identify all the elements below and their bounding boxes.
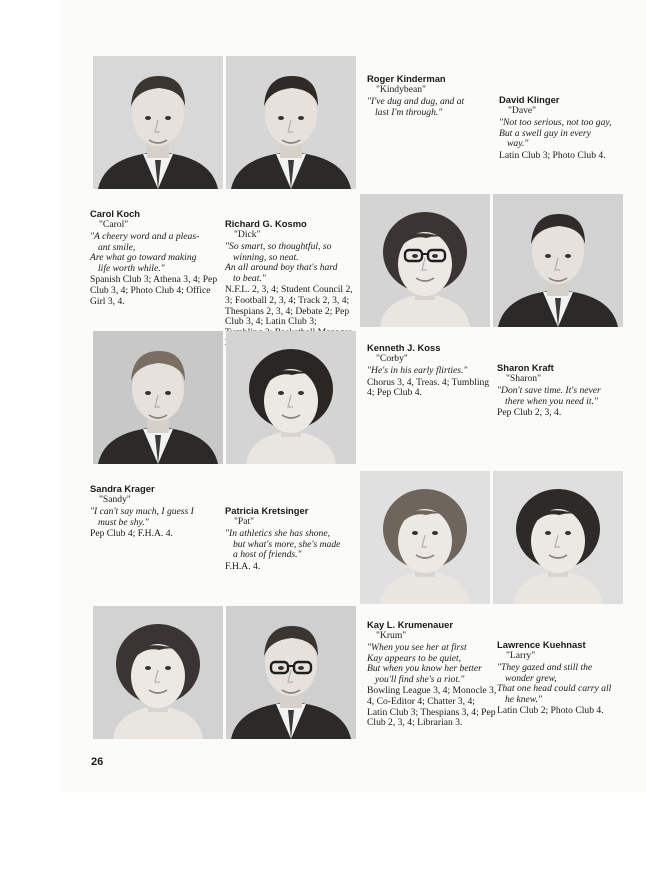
student-name: Richard G. Kosmo xyxy=(225,218,307,229)
photo-kretsinger xyxy=(493,471,623,604)
photo-koch xyxy=(360,194,490,327)
student-nickname: "Carol" xyxy=(99,218,129,230)
quote-line: "Don't save time. It's never xyxy=(497,385,601,397)
student-activities: Latin Club 3; Photo Club 4. xyxy=(499,149,606,161)
student-name: Kenneth J. Koss xyxy=(367,342,441,353)
entry-kuehnast xyxy=(497,640,629,717)
photo-klinger xyxy=(226,56,356,189)
student-name: Sharon Kraft xyxy=(497,362,554,373)
student-activities: N.F.L. 2, 3, 4; Student Council 2, 3; Football 2, 3, 4; Track 2, 3, 4; Thespians 2, 3, 4; Debate 2; Pep Club 3, 4; Latin Club 3; xyxy=(225,284,353,328)
entry-kraft xyxy=(497,363,629,419)
quote-line: But when you know her better xyxy=(367,663,482,675)
entry-kretsinger xyxy=(225,506,355,572)
student-quote xyxy=(225,242,355,284)
student-name: Lawrence Kuehnast xyxy=(497,639,586,650)
quote-line: way." xyxy=(507,138,529,150)
quote-line: a host of friends." xyxy=(233,549,302,561)
student-name: Carol Koch xyxy=(90,208,141,219)
student-name: Patricia Kretsinger xyxy=(225,505,309,516)
student-activities: Latin Club 2; Photo Club 4. xyxy=(497,705,604,717)
student-nickname: "Larry" xyxy=(506,649,536,661)
quote-line: That one head could carry all xyxy=(497,683,612,695)
entry-kosmo xyxy=(225,219,355,349)
quote-line: "Not too serious, not too gay, xyxy=(499,117,612,129)
student-nickname: "Kindybean" xyxy=(376,83,426,95)
student-nickname: "Sharon" xyxy=(506,372,542,384)
quote-line: "In athletics she has shone, xyxy=(225,528,331,540)
student-activities: Bowling League 3, 4; Monocle 3, 4, Co-Editor 4; Chatter 3, 4; Latin Club 3; Thespians 3, 4; Pep Club 2, 3, 4; Librarian 3. xyxy=(367,685,497,729)
student-nickname: "Sandy" xyxy=(99,493,131,505)
student-nickname: "Dave" xyxy=(508,104,537,116)
quote-line: "I can't say much, I guess I xyxy=(90,506,194,518)
student-quote xyxy=(497,386,629,407)
student-quote xyxy=(367,643,497,685)
quote-line: "He's in his early flirties." xyxy=(367,365,468,377)
quote-line: he knew." xyxy=(505,693,542,705)
student-quote xyxy=(367,97,495,118)
student-nickname: "Corby" xyxy=(376,352,408,364)
student-activities: Pep Club 2, 3, 4. xyxy=(497,407,562,419)
student-activities: Pep Club 4; F.H.A. 4. xyxy=(90,528,173,540)
photo-kinderman xyxy=(93,56,223,189)
student-quote xyxy=(499,118,629,150)
student-nickname: "Krum" xyxy=(376,629,407,641)
quote-line: ant smile, xyxy=(98,241,136,253)
student-activities: F.H.A. 4. xyxy=(225,560,261,572)
quote-line: there when you need it." xyxy=(505,395,598,407)
quote-line: Kay appears to be quiet, xyxy=(367,652,462,664)
photo-kuehnast xyxy=(226,606,356,739)
quote-line: An all around boy that's hard xyxy=(225,262,338,274)
quote-line: must be shy." xyxy=(98,516,149,528)
entry-koss xyxy=(367,343,495,399)
entry-krager xyxy=(90,484,220,540)
quote-line: Are what go toward making xyxy=(90,252,197,264)
quote-line: you'll find she's a riot." xyxy=(375,673,465,685)
student-nickname: "Pat" xyxy=(234,515,255,527)
student-quote xyxy=(497,663,629,705)
quote-line: to beat." xyxy=(233,272,266,284)
photo-koss xyxy=(93,331,223,464)
quote-line: "I've dug and dug, and at xyxy=(367,96,465,108)
student-quote xyxy=(90,507,220,528)
quote-line: but what's more, she's made xyxy=(233,538,341,550)
quote-line: "When you see her at first xyxy=(367,642,467,654)
quote-line: winning, so neat. xyxy=(233,251,299,263)
quote-line: life worth while." xyxy=(98,262,165,274)
photo-krager xyxy=(360,471,490,604)
quote-line: wonder grew, xyxy=(505,672,557,684)
entry-klinger xyxy=(499,95,629,161)
student-name: David Klinger xyxy=(499,94,560,105)
student-quote xyxy=(367,366,495,377)
student-name: Kay L. Krumenauer xyxy=(367,619,453,630)
photo-kosmo xyxy=(493,194,623,327)
yearbook-page xyxy=(60,0,646,792)
student-name: Roger Kinderman xyxy=(367,73,446,84)
quote-line: "A cheery word and a pleas- xyxy=(90,231,200,243)
quote-line: But a swell guy in every xyxy=(499,127,591,139)
quote-line: last I'm through." xyxy=(375,106,443,118)
entry-koch xyxy=(90,209,220,307)
quote-line: "They gazed and still the xyxy=(497,662,593,674)
student-name: Sandra Krager xyxy=(90,483,155,494)
quote-line: "So smart, so thoughtful, so xyxy=(225,241,332,253)
entry-krumenauer xyxy=(367,620,497,729)
student-activities: Spanish Club 3; Athena 3, 4; Pep Club 3, 4; Photo Club 4; Office Girl 3, 4. xyxy=(90,274,218,307)
photo-kraft xyxy=(226,331,356,464)
photo-krumenauer xyxy=(93,606,223,739)
student-quote xyxy=(90,232,220,274)
student-activities: Chorus 3, 4, Treas. 4; Tumbling 4; Pep Club 4. xyxy=(367,376,490,399)
entry-kinderman xyxy=(367,74,495,118)
page-number: 26 xyxy=(91,756,104,768)
student-quote xyxy=(225,529,355,561)
student-nickname: "Dick" xyxy=(234,228,261,240)
